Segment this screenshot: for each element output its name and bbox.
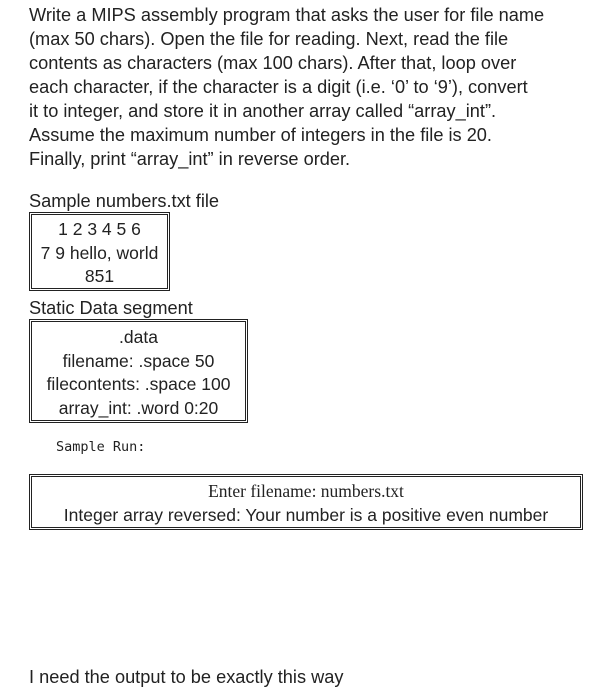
static-data-line: filename: .space 50: [62, 350, 215, 371]
sample-file-line: 7 9 hello, world: [40, 242, 159, 263]
sample-file-line: 1 2 3 4 5 6: [58, 219, 141, 239]
user-note: I need the output to be exactly this way: [29, 667, 344, 687]
static-data-line: array_int: .word 0:20: [58, 397, 219, 418]
sample-run-label: Sample Run:: [56, 439, 146, 455]
question-line: Write a MIPS assembly program that asks the user for file name: [29, 5, 545, 25]
question-line: Finally, print “array_int” in reverse order.: [29, 149, 351, 169]
sample-file-line: 851: [84, 266, 115, 286]
static-data-box: [29, 319, 248, 423]
question-line: (max 50 chars). Open the file for reading. Next, read the file: [29, 29, 509, 49]
static-data-line: .data: [119, 327, 158, 347]
question-line: Assume the maximum number of integers in the file is 20.: [29, 125, 492, 145]
question-line: contents as characters (max 100 chars). After that, loop over: [29, 53, 517, 73]
sample-run-line: Integer array reversed: Your number is a positive even number: [63, 505, 549, 525]
sample-run-box: [29, 474, 583, 530]
sample-run-line: Enter filename: numbers.txt: [208, 481, 404, 501]
question-line: each character, if the character is a digit (i.e. ‘0’ to ‘9’), convert: [29, 77, 528, 97]
static-data-label: Static Data segment: [29, 298, 193, 318]
sample-file-label: Sample numbers.txt file: [29, 191, 220, 211]
static-data-line: filecontents: .space 100: [46, 374, 231, 394]
question-line: it to integer, and store it in another array called “array_int”.: [29, 101, 497, 121]
sample-file-box: [29, 212, 170, 291]
question-text: [29, 3, 604, 171]
